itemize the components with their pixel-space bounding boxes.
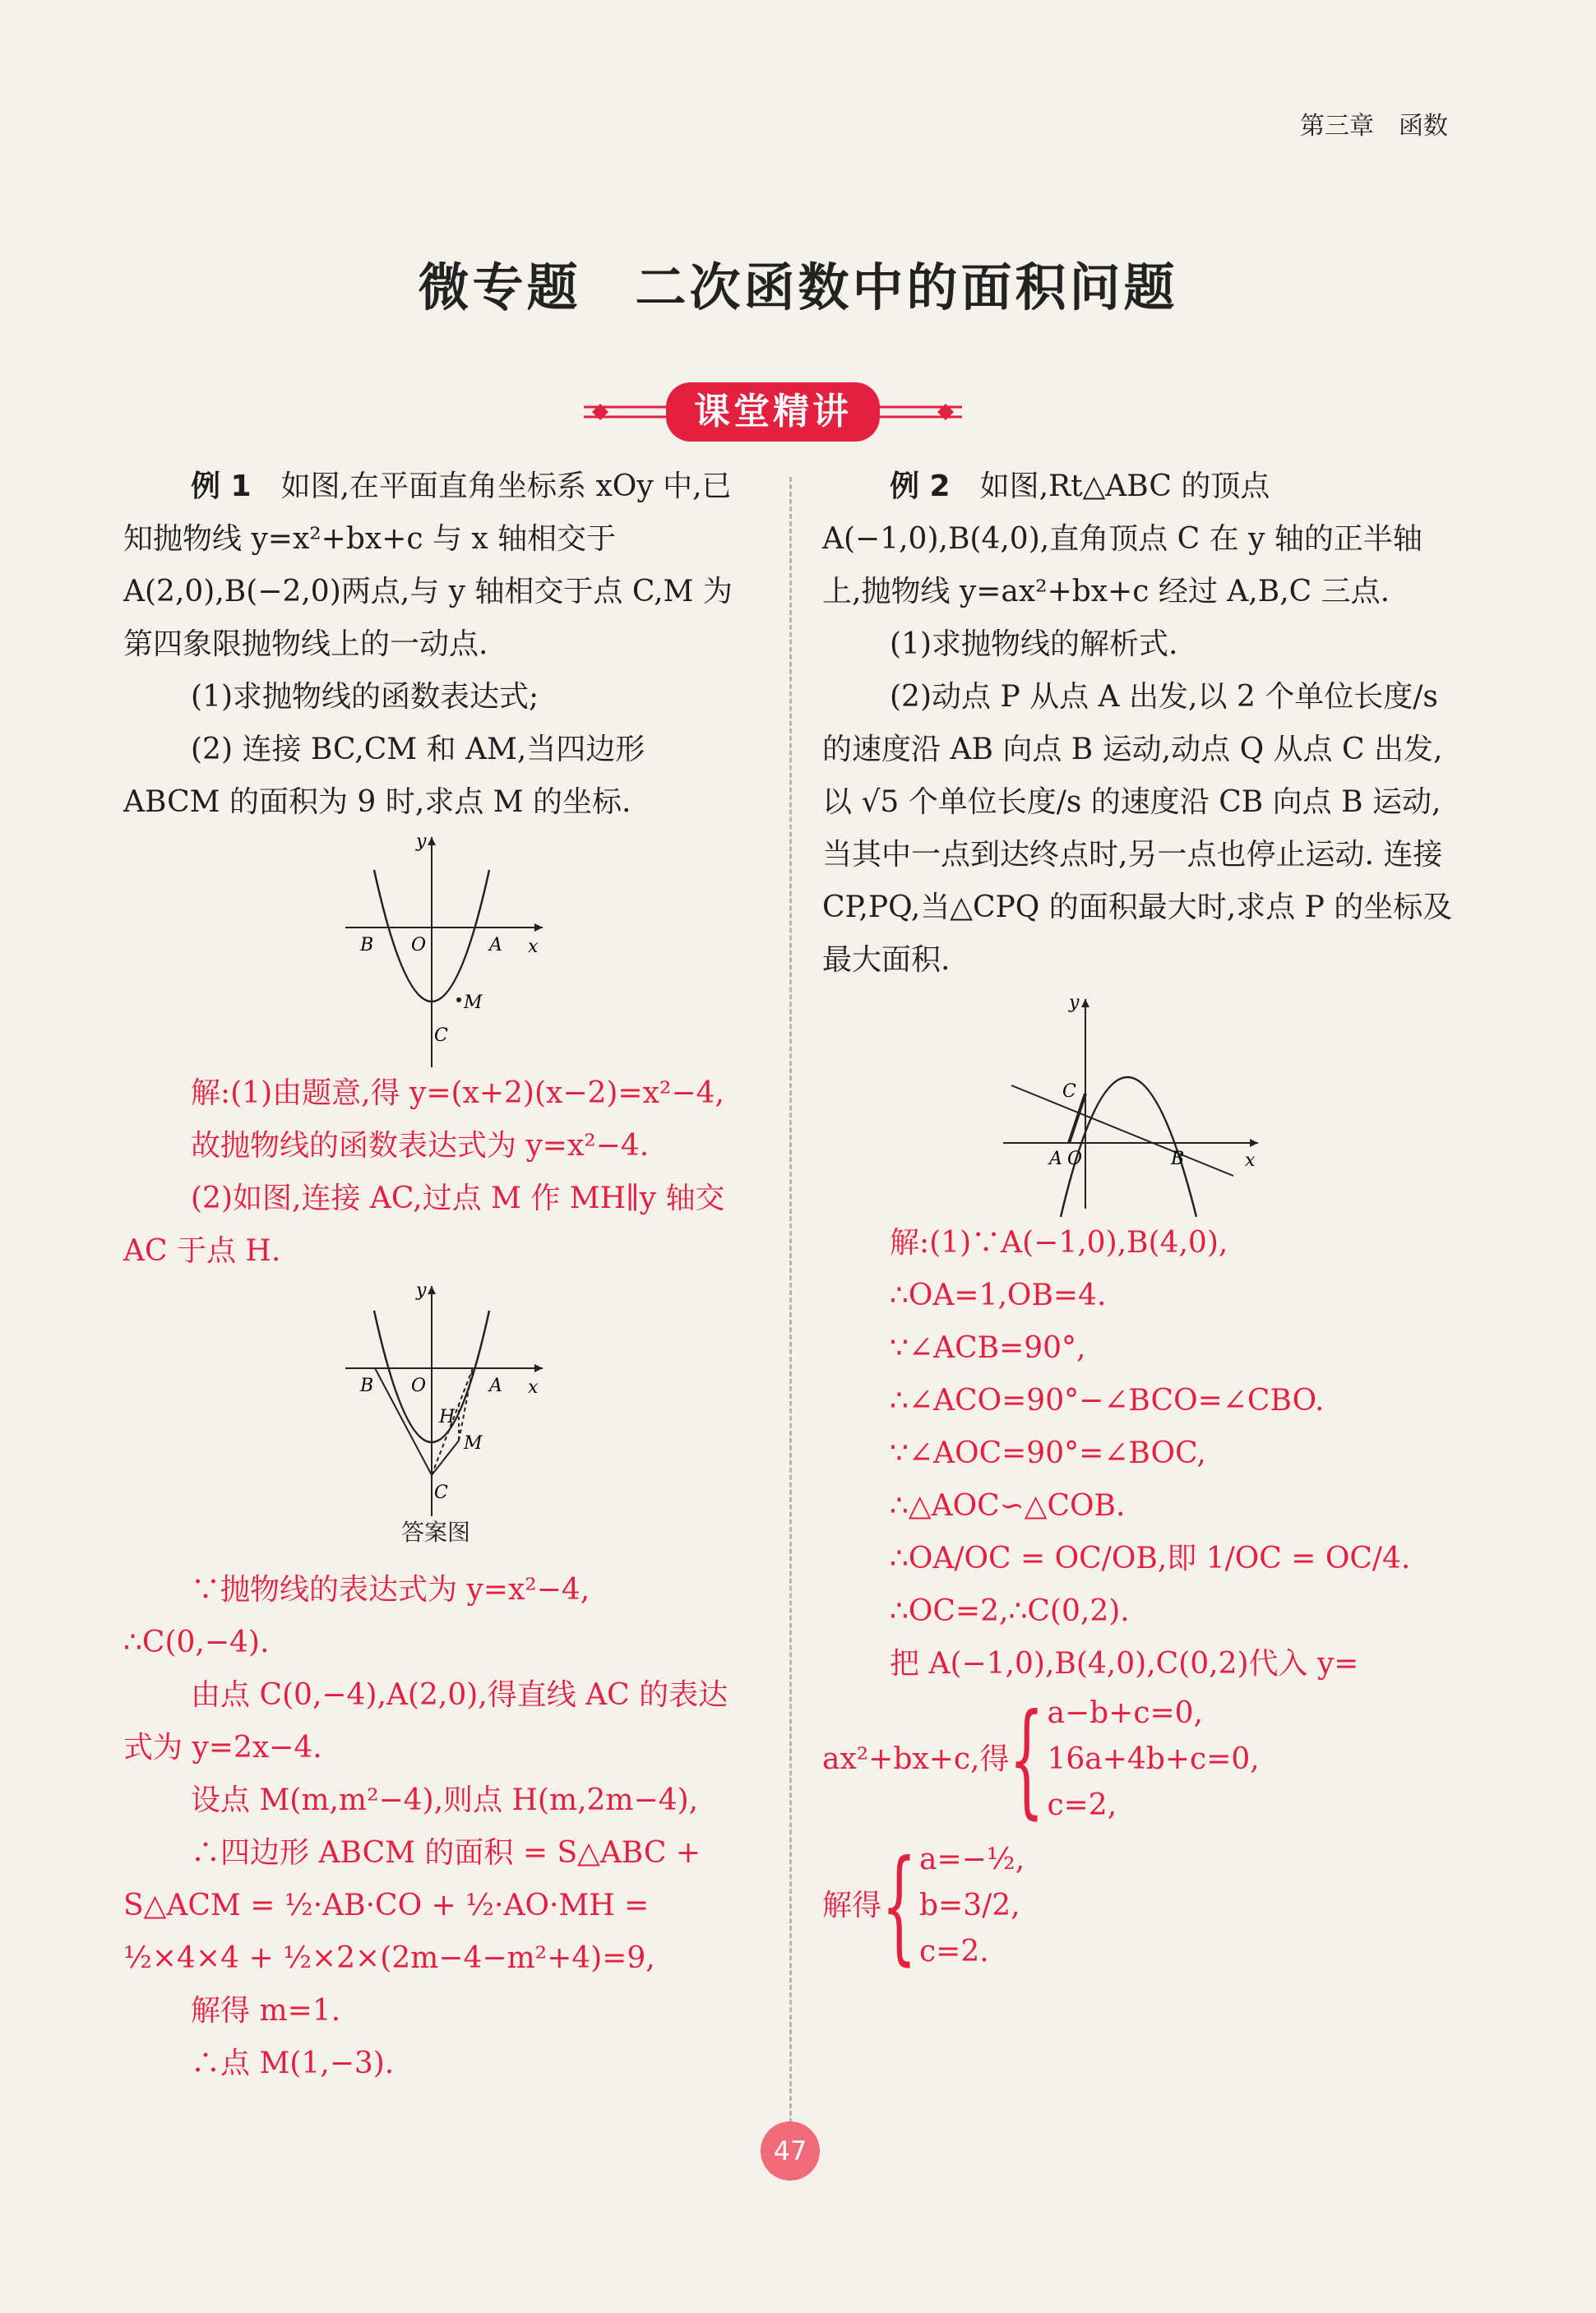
example2-q2: (2)动点 P 从点 A 出发,以 2 个单位长度/s 的速度沿 AB 向点 B 运动,动点 Q 从点 C 出发,以 √5 个单位长度/s 的速度沿 CB 向点 B 运动,当其中一点到达终点时,另一点也停止运动. 连接 CP,PQ,当△CPQ 的面积最大时,求点 P 的坐标及最大面积. (822, 680, 1453, 977)
example1-sol2-5: ∴四边形 ABCM 的面积 = S△ABC + S△ACM = ½·AB·CO + ½·AO·MH = (123, 1836, 701, 1922)
banner-label: 课堂精讲 (694, 391, 852, 433)
solve-a: a=−½, (919, 1843, 1025, 1876)
example2-sol-5: ∵∠AOC=90°=∠BOC, (890, 1436, 1206, 1470)
fig2-label-h: H (439, 1407, 456, 1427)
solve-c: c=2. (919, 1935, 989, 1968)
fig2-label-c: C (434, 1483, 448, 1503)
fig3-label-y: y (1069, 992, 1080, 1013)
solve-brace: { (881, 1834, 917, 1978)
fig3-label-a: A (1049, 1149, 1062, 1169)
example1-sol2-4: 设点 M(m,m²−4),则点 H(m,2m−4), (191, 1783, 699, 1817)
fig2-label-x: x (528, 1377, 539, 1398)
example1-column (123, 460, 748, 2090)
example2-label: 例 2 (890, 470, 951, 503)
fig1-label-m: M (464, 992, 483, 1013)
example2-sol-4: ∴∠ACO=90°−∠BCO=∠CBO. (890, 1384, 1325, 1418)
fig1-label-x: x (528, 937, 539, 957)
system-eq-2: 16a+4b+c=0, (1047, 1742, 1260, 1776)
example1-sol-3: (2)如图,连接 AC,过点 M 作 MH∥y 轴交 AC 于点 H. (123, 1182, 725, 1268)
fig1-label-o: O (411, 935, 427, 955)
column-divider (789, 477, 792, 2138)
example1-label: 例 1 (191, 470, 252, 503)
fig2-label-o: O (411, 1376, 427, 1396)
example1-sol2-2: ∴C(0,−4). (123, 1626, 270, 1659)
section-banner (576, 374, 970, 452)
fig1-label-y: y (416, 831, 427, 852)
example1-sol2-1: ∵抛物线的表达式为 y=x²−4, (191, 1573, 590, 1607)
fig3-label-b: B (1171, 1149, 1185, 1169)
fig2-label-y: y (416, 1280, 427, 1301)
example2-problem (822, 460, 1455, 618)
example1-sol-1: 解:(1)由题意,得 y=(x+2)(x−2)=x²−4, (191, 1076, 724, 1110)
fig1-label-c: C (434, 1025, 448, 1046)
example1-text: 如图,在平面直角坐标系 xOy 中,已知抛物线 y=x²+bx+c 与 x 轴相交于 A(2,0),B(−2,0)两点,与 y 轴相交于点 C,M 为第四象限抛物线上的一动点. (123, 470, 733, 661)
example1-sol2-6: ½×4×4 + ½×2×(2m−4−m²+4)=9, (123, 1941, 655, 1975)
fig3-label-o: O (1067, 1149, 1083, 1169)
example1-answer-figure (123, 1278, 748, 1516)
system-eq-1: a−b+c=0, (1047, 1696, 1203, 1730)
example2-sol-3: ∵∠ACB=90°, (890, 1331, 1086, 1365)
example2-sol-8: ∴OC=2,∴C(0,2). (890, 1594, 1130, 1628)
page-title: 微专题 二次函数中的面积问题 (418, 257, 1178, 317)
fig3-label-x: x (1245, 1150, 1256, 1171)
example1-sol-2: 故抛物线的函数表达式为 y=x²−4. (191, 1129, 650, 1163)
example1-problem (123, 460, 748, 671)
page-number: 47 (761, 2121, 820, 2181)
fig2-label-m: M (464, 1433, 483, 1454)
example1-sol2-7: 解得 m=1. (191, 1994, 341, 2028)
chapter-header: 第三章 函数 (1300, 112, 1448, 141)
system-prefix: ax²+bx+c,得 (822, 1742, 1010, 1776)
example2-text: 如图,Rt△ABC 的顶点 A(−1,0),B(4,0),直角顶点 C 在 y 轴的正半轴上,抛物线 y=ax²+bx+c 经过 A,B,C 三点. (822, 470, 1423, 608)
fig1-label-b: B (360, 935, 374, 955)
system-brace: { (1009, 1688, 1045, 1831)
example2-sol-9: 把 A(−1,0),B(4,0),C(0,2)代入 y= (890, 1647, 1359, 1681)
fig3-label-c: C (1062, 1081, 1076, 1102)
example2-sol-1: 解:(1)∵A(−1,0),B(4,0), (890, 1226, 1228, 1260)
example2-q1: (1)求抛物线的解析式. (890, 627, 1178, 661)
example2-sol-7: ∴OA/OC = OC/OB,即 1/OC = OC/4. (890, 1542, 1411, 1575)
example1-q1: (1)求抛物线的函数表达式; (191, 680, 539, 714)
fig2-label-a: A (489, 1376, 502, 1396)
example2-column (822, 460, 1455, 1978)
example1-sol2-8: ∴点 M(1,−3). (191, 2047, 395, 2080)
fig1-label-a: A (489, 935, 502, 955)
equation-system (822, 1688, 1455, 1831)
example1-q2: (2) 连接 BC,CM 和 AM,当四边形 ABCM 的面积为 9 时,求点 M 的坐标. (123, 733, 645, 819)
solution-system (822, 1834, 1455, 1978)
answer-figure-caption: 答案图 (400, 1519, 470, 1546)
solve-prefix: 解得 (822, 1889, 882, 1922)
example1-sol2-3: 由点 C(0,−4),A(2,0),得直线 AC 的表达式为 y=2x−4. (123, 1678, 729, 1765)
example2-figure (822, 987, 1455, 1217)
solve-b: b=3/2, (919, 1889, 1020, 1922)
example2-sol-6: ∴△AOC∽△COB. (890, 1489, 1126, 1523)
system-eq-3: c=2, (1047, 1788, 1117, 1822)
example2-sol-2: ∴OA=1,OB=4. (890, 1279, 1107, 1312)
fig2-label-b: B (360, 1376, 374, 1396)
example1-figure (123, 829, 748, 1067)
